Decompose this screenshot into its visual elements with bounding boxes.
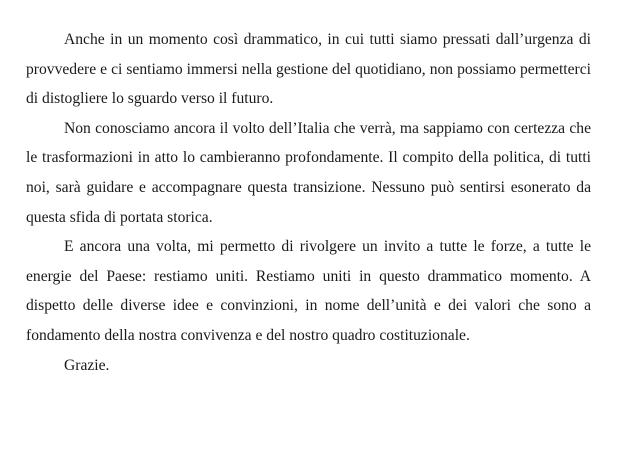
paragraph-italy-transformation: Non conosciamo ancora il volto dell’Italia che verrà, ma sappiamo con certezza che le trasformazioni in atto lo cambieranno profondamente. Il compito della politica, di tutti noi, sarà guidare e accompagnare questa transizione. Nessuno può sentirsi esonerato da questa sfida di portata storica. [26, 119, 591, 226]
document-page [26, 25, 591, 380]
paragraph-thanks: Grazie. [64, 356, 110, 374]
paragraph-stay-united: E ancora una volta, mi permetto di rivolgere un invito a tutte le forze, a tutte le energie del Paese: restiamo uniti. Restiamo uniti in questo drammatico momento. A dispetto delle diverse idee e convinzioni, in nome dell’unità e dei valori che sono a fondamento della nostra convivenza e del nostro quadro costituzionale. [26, 238, 591, 344]
paragraph-future: Anche in un momento così drammatico, in cui tutti siamo pressati dall’urgenza di provvedere e ci sentiamo immersi nella gestione del quotidiano, non possiamo permetterci di distogliere lo sguardo verso il futuro. [26, 31, 591, 108]
